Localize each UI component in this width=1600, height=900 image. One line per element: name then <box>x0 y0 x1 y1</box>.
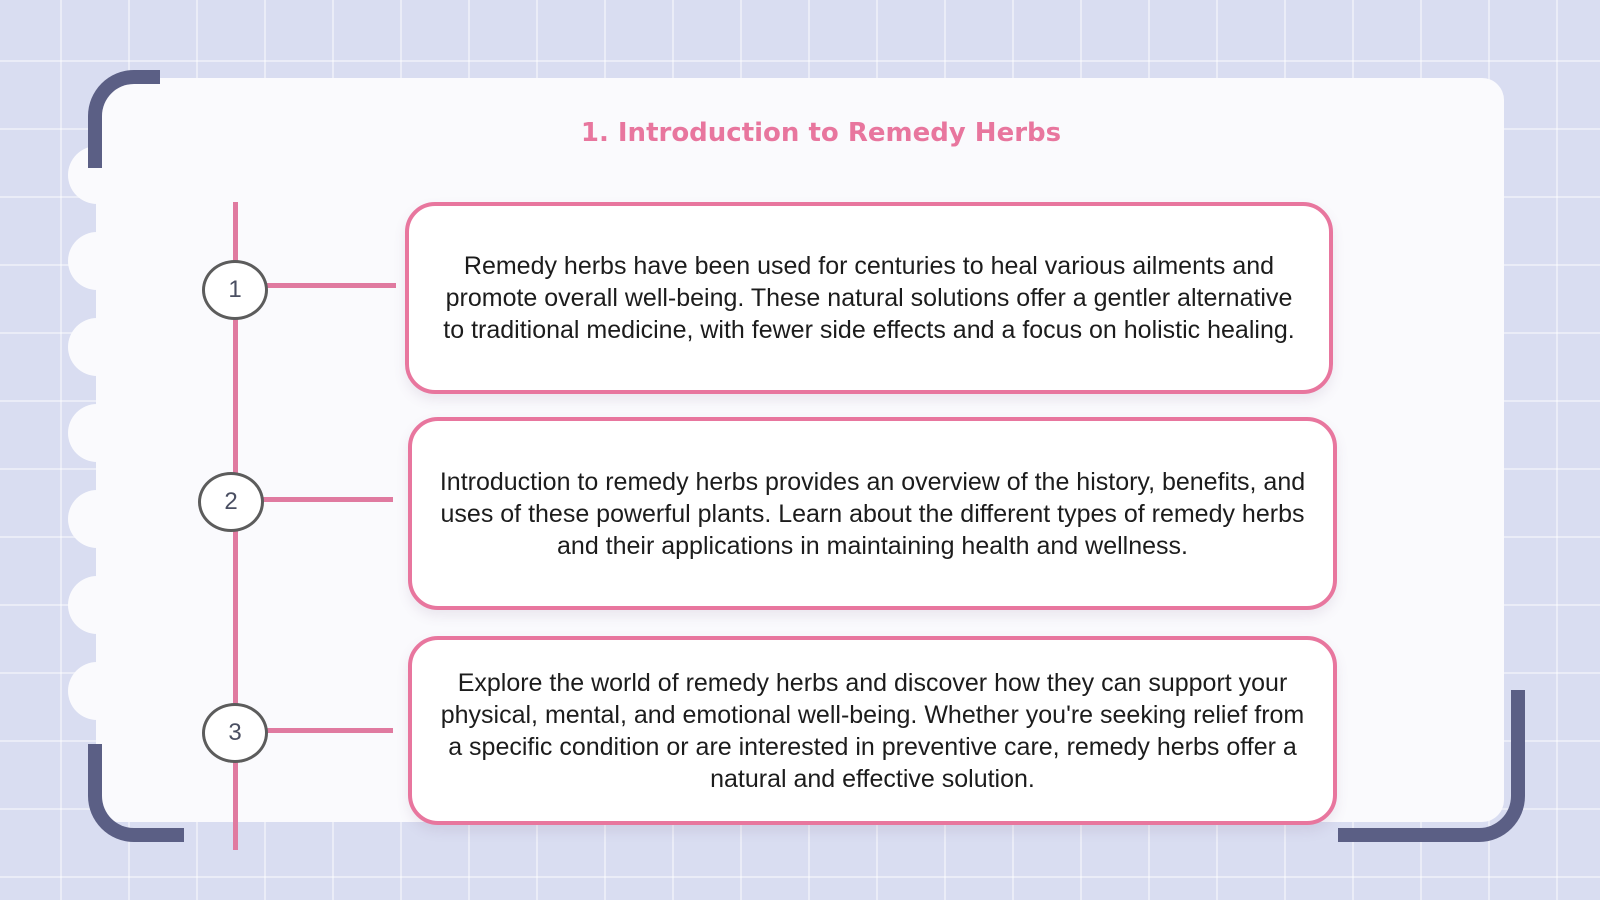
card-scallop <box>68 490 126 548</box>
card-scallop <box>68 404 126 462</box>
step-text-box: Explore the world of remedy herbs and discover how they can support your physical, mental, and emotional well-being. Whether you're seeking relief from a specific condition or are interested in preventive care, remedy herbs offer a natural and effective solution. <box>408 636 1337 825</box>
corner-bracket-bottom-left <box>88 744 184 842</box>
corner-bracket-bottom-right <box>1338 690 1525 842</box>
timeline-connector <box>262 497 393 502</box>
step-number-badge: 2 <box>198 472 264 532</box>
card-scallop <box>68 662 126 720</box>
step-text-box: Remedy herbs have been used for centuries to heal various ailments and promote overall well-being. These natural solutions offer a gentler alternative to traditional medicine, with fewer side effects and a focus on holistic healing. <box>405 202 1333 394</box>
timeline-connector <box>266 283 396 288</box>
card-scallop <box>68 232 126 290</box>
card-scallop <box>68 318 126 376</box>
slide-title: 1. Introduction to Remedy Herbs <box>580 118 1062 148</box>
step-text-box: Introduction to remedy herbs provides an overview of the history, benefits, and uses of these powerful plants. Learn about the different types of remedy herbs and their applications in maintaining health and wellness. <box>408 417 1337 610</box>
card-scallop <box>68 576 126 634</box>
step-number-badge: 3 <box>202 703 268 763</box>
timeline-connector <box>266 728 393 733</box>
step-number-badge: 1 <box>202 260 268 320</box>
